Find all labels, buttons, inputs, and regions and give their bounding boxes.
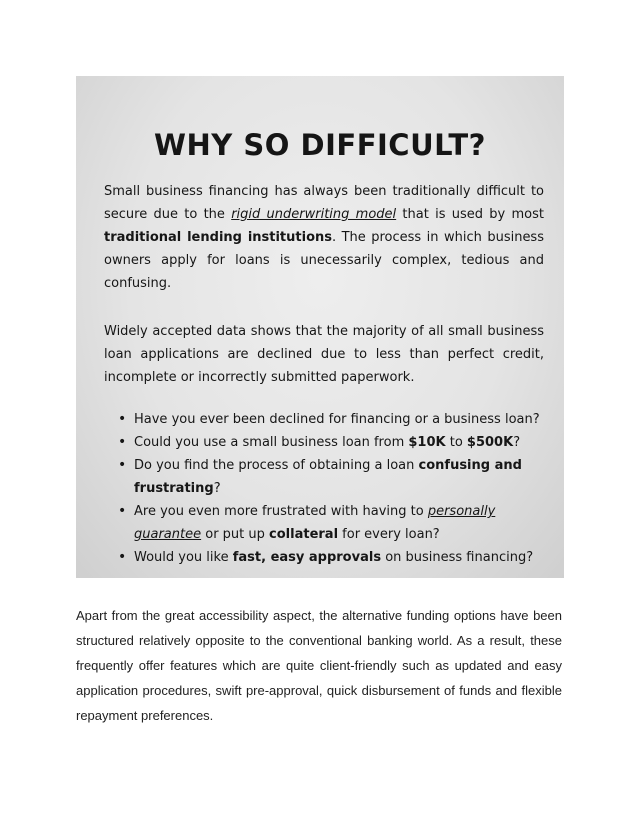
- bullet-5-text-2: on business financing?: [381, 550, 534, 565]
- bullet-2-text-2: to: [445, 435, 467, 450]
- bullet-4-text-3: for every loan?: [338, 527, 440, 542]
- bullet-4-emphasis: personally guarantee: [134, 504, 496, 542]
- body-paragraph: Apart from the great accessibility aspect, the alternative funding options have been structured relatively opposite to the conventional banking world. As a result, these frequently offer features which are quite client-friendly such as updated and easy application procedures, swift pre-approval, quick disbursement of funds and flexible repayment preferences.: [76, 608, 562, 723]
- bullet-2-amount-low: $10K: [408, 435, 446, 450]
- bullet-item-4: [118, 500, 548, 546]
- bullet-5-bold: fast, easy approvals: [232, 550, 382, 565]
- para1-bold-institutions: traditional lending institutions: [104, 230, 332, 245]
- bullet-3-text-1: Do you find the process of obtaining a loan: [134, 458, 419, 473]
- infographic-bullet-list: [118, 408, 548, 569]
- bullet-3-bold: confusing and frustrating: [134, 458, 522, 496]
- bullet-3-text-2: ?: [213, 481, 221, 496]
- bullet-1-text: Have you ever been declined for financing or a business loan?: [134, 412, 540, 427]
- bullet-2-text-3: ?: [513, 435, 521, 450]
- bullet-2-amount-high: $500K: [466, 435, 514, 450]
- para1-text-2: that is used by most: [396, 207, 544, 222]
- bullet-item-3: [118, 454, 548, 500]
- infographic-paragraph-1: [104, 180, 544, 295]
- bullet-item-1: [118, 408, 548, 431]
- bullet-item-2: [118, 431, 548, 454]
- bullet-5-text-1: Would you like: [134, 550, 233, 565]
- para1-text-1: Small business financing has always been traditionally difficult to secure due to the: [104, 184, 544, 222]
- bullet-4-text-2: or put up: [201, 527, 270, 542]
- para1-text-3: . The process in which business owners apply for loans is unecessarily complex, tedious and confusing.: [104, 230, 544, 291]
- bullet-4-text-1: Are you even more frustrated with having to: [134, 504, 428, 519]
- para1-emphasis-underwriting: rigid underwriting model: [231, 207, 397, 222]
- bullet-4-bold-collateral: collateral: [269, 527, 339, 542]
- infographic-title: WHY SO DIFFICULT?: [154, 128, 486, 162]
- infographic-paragraph-2: Widely accepted data shows that the majority of all small business loan applications are declined due to less than perfect credit, incomplete or incorrectly submitted paperwork.: [104, 324, 544, 385]
- bullet-item-5: [118, 546, 548, 569]
- why-so-difficult-infographic: [76, 76, 564, 578]
- bullet-2-text-1: Could you use a small business loan from: [134, 435, 409, 450]
